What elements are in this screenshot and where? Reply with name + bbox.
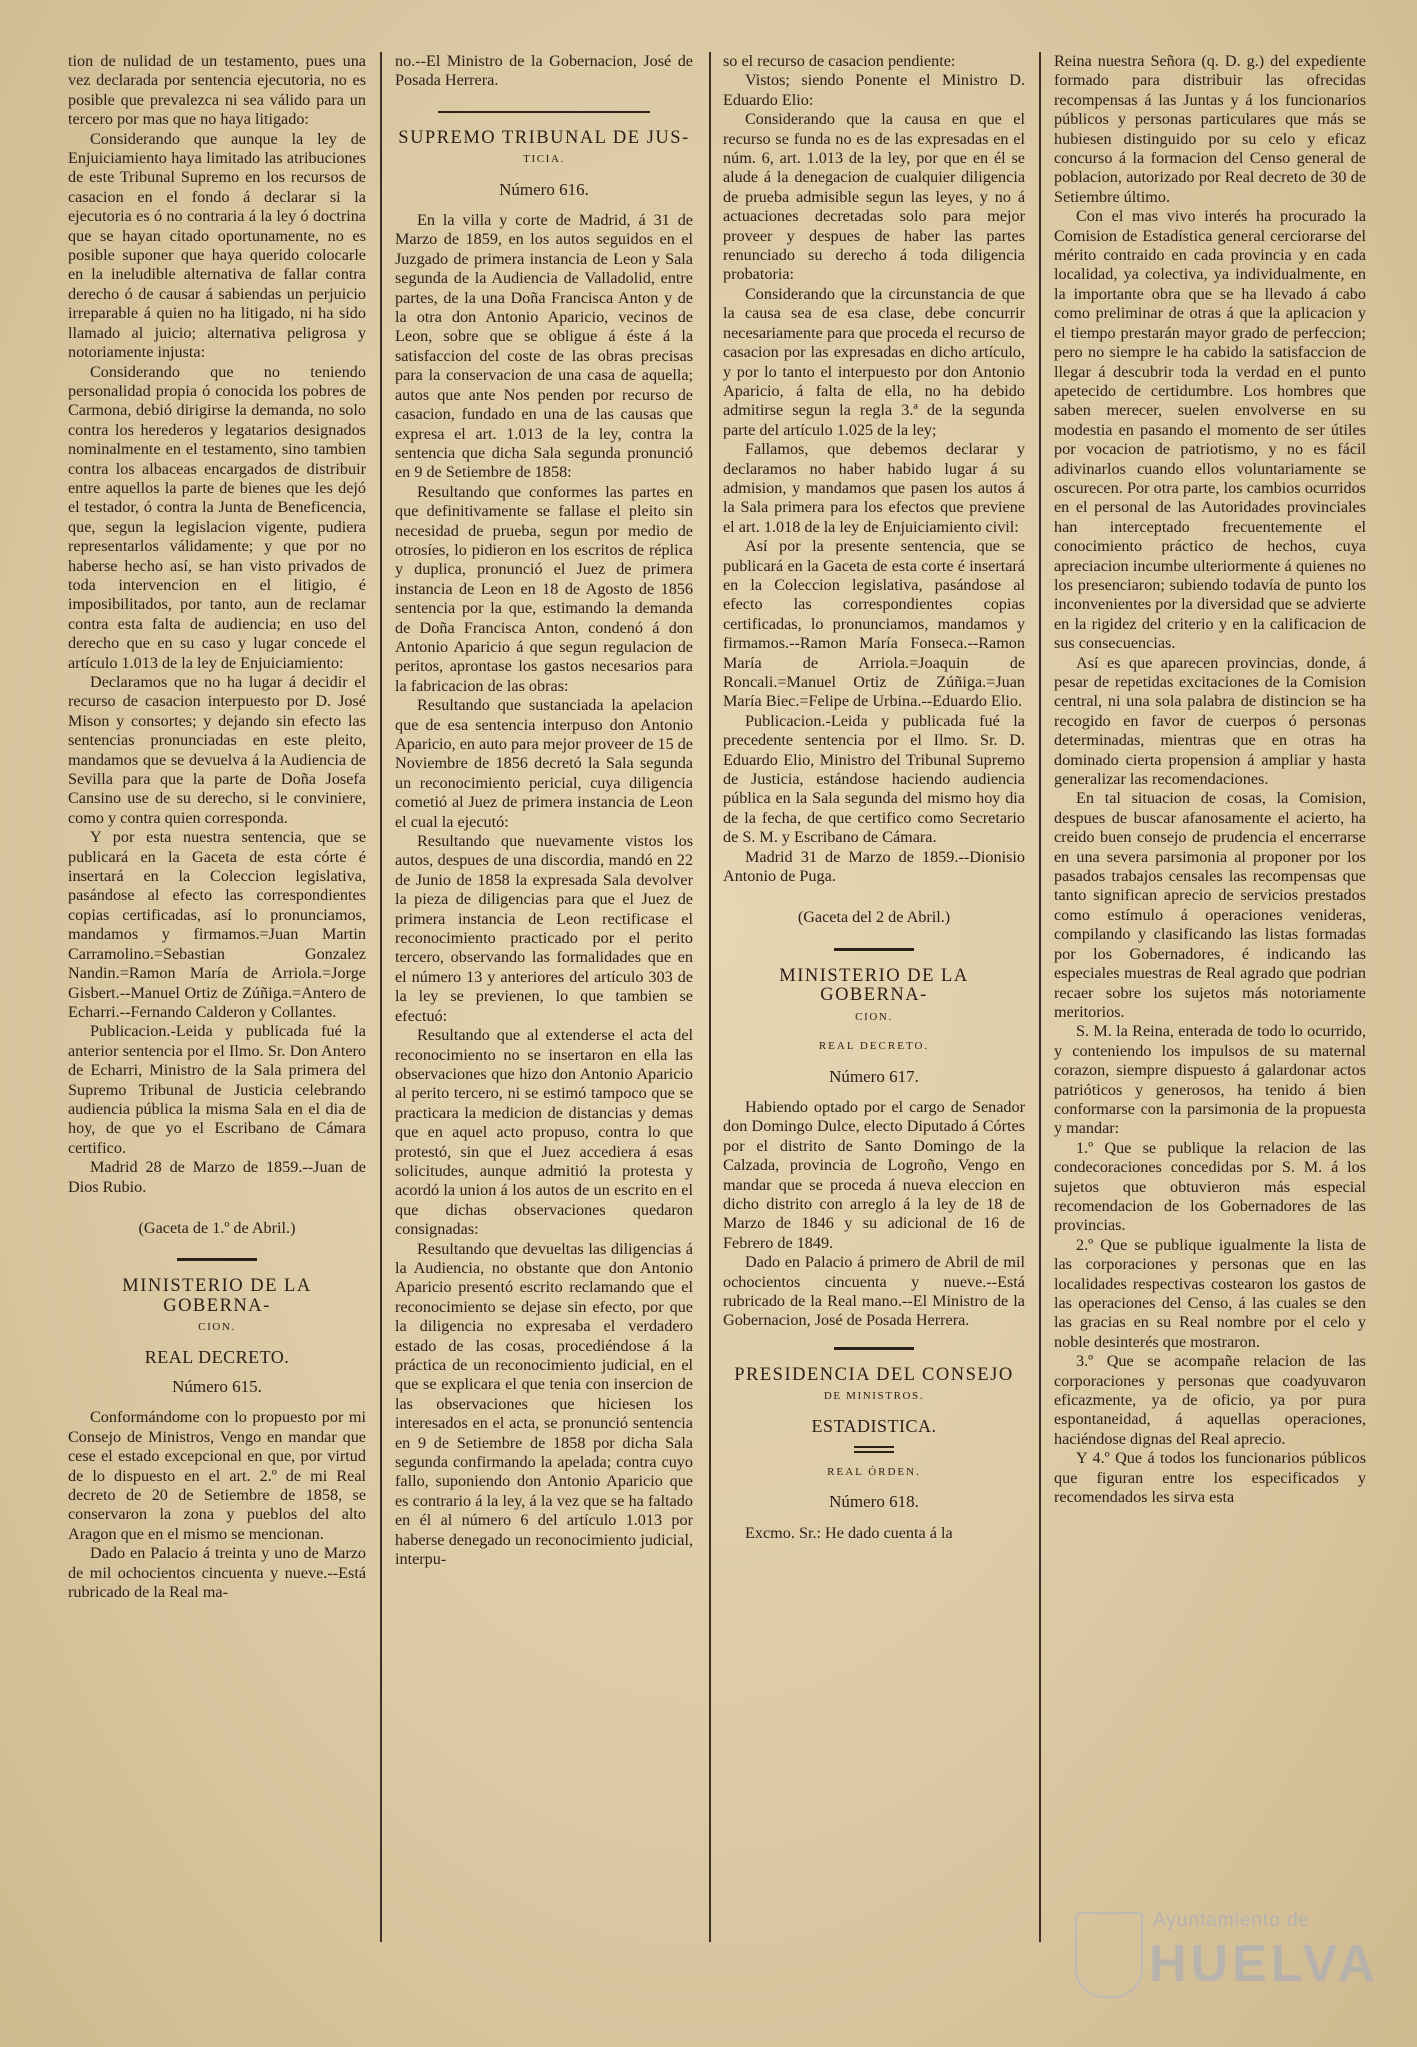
section-divider [438,111,650,113]
order-number: Número 618. [829,1492,919,1512]
gaceta-reference: (Gaceta del 2 de Abril.) [797,908,951,927]
section-heading: MINISTERIO DE LA GOBERNA- [122,1276,312,1316]
column-3 [723,52,1025,1912]
column-rule [380,52,382,1942]
paragraph: Así es que aparecen provincias, donde, á pesar de repetidas excitaciones de la Comision central, ni una sola palabra de distincion se ha recogido en favor de cuerpos ó personas determinadas, mientras que en otras ha dominado cierta propension á ampliar y hasta generalizar las recomendaciones. [1054,653,1366,789]
paragraph: Y por esta nuestra sentencia, que se publicará en la Gaceta de esta córte é insertará en la Coleccion legislativa, pasándose al efecto las correspondientes copias certificadas, así lo pronunciamos, mandamos y firmamos.=Juan Martin Carramolino.=Sebastian Gonzalez Nandin.=Ramon María de Arriola.=Jorge Gisbert.--Manuel Ortiz de Zúñiga.=Antero de Echarri.--Fernando Calderon y Collantes. [68,828,366,1021]
decree-heading: REAL DECRETO. [818,1040,930,1053]
paragraph: Considerando que la causa en que el recurso se funda no es de las expresadas en el núm. 6, art. 1.013 de la ley, por que en él se alude á la denegacion de cualquier diligencia de prueba admisible segun las leyes, y no á actuaciones decretadas solo para mejor proveer y despues de haber las partes renunciado su derecho á toda diligencia probatoria: [723,110,1025,284]
decree-number: Número 615. [172,1377,262,1396]
watermark-line-2: HUELVA [1149,1935,1380,1993]
paragraph: En tal situacion de cosas, la Comision, despues de buscar afanosamente el acierto, ha creido buen consejo de prudencia el encerrarse en una severa parsimonia al proponer por los pasados trabajos censales las recompensas que tanto significan aprecio de servicios prestados como estímulo á operaciones venideras, compilando y clasificando las listas formadas por los Gobernadores, é indicando las especiales muestras de Real agrado que podrian recaer sobre los sujetos más notoriamente meritorios. [1054,789,1366,1021]
subsection-heading: ESTADISTICA. [811,1415,937,1436]
column-4 [1054,52,1366,1912]
section-divider [177,1258,257,1261]
paragraph: 3.º Que se acompañe relacion de las corporaciones y personas que coadyuvaron eficazmente, ya de oficio, ya por pura espontaneidad, á aquellas operaciones, haciéndose dignas del Real aprecio. [1054,1352,1366,1448]
paragraph: Reina nuestra Señora (q. D. g.) del expediente formado para distribuir las ofrecidas recompensas á las Juntas y á los funcionarios públicos y personas particulares que más se hubiesen distinguido por su celo y eficaz concurso á la formacion del Censo general de poblacion, autorizado por Real decreto de 30 de Setiembre último. [1054,52,1366,206]
paragraph: Vistos; siendo Ponente el Ministro D. Eduardo Elio: [723,71,1025,109]
column-2 [395,52,693,1912]
decree-number: Número 617. [829,1066,919,1086]
paragraph: Conformándome con lo propuesto por mi Consejo de Ministros, Vengo en mandar que cese el estado excepcional en que, por virtud de lo dispuesto en el art. 2.º de mi Real decreto de 20 de Setiembre de 1858, se conservaron la zona y pueblos del alto Aragon que en el mismo se mencionan. [68,1408,366,1543]
column-rule [709,52,711,1942]
paragraph: Resultando que al extenderse el acta del reconocimiento no se insertaron en ella las observaciones que hizo don Antonio Aparicio al perito tercero, ni se estimó tampoco que se practicara la medicion de distancias y demas que en aquel acto propuso, contra lo que protestó, sin que el Juez accediera á esas solicitudes, aunque admitió la protesta y acordó la union á los autos de un escrito en el que dichas observaciones quedaron consignadas: [395,1026,693,1239]
paragraph: Resultando que sustanciada la apelacion que de esa sentencia interpuso don Antonio Aparicio, en auto para mejor proveer de 15 de Noviembre de 1856 decretó la Sala segunda un reconocimiento pericial, cuya diligencia cometió al Juez de primera instancia de Leon el cual la ejecutó: [395,696,693,831]
section-heading-sub: DE MINISTROS. [823,1390,925,1403]
section-divider [834,1347,914,1350]
paragraph: Considerando que aunque la ley de Enjuiciamiento haya limitado las atribuciones de este Tribunal Supremo en los recursos de casacion en el fondo á declarar si la ejecutoria es ó no contraria á la ley ó doctrina que se hayan citado oportunamente, no es posible suponer que haya querido colocarle en la ineludible alternativa de fallar contra derecho ó de causar á sabiendas un perjuicio irreparable á quien no ha litigado, ni ha sido llamado al juicio; alternativa peligrosa y notoriamente injusta: [68,129,366,362]
paragraph: Excmo. Sr.: He dado cuenta á la [745,1523,953,1542]
paragraph: Resultando que devueltas las diligencias á la Audiencia, no obstante que don Antonio Aparicio presentó escrito reclamando que el reconocimiento se dejase sin efecto, por que la diligencia no expresaba el verdadero estado de las cosas, procediéndose á la práctica de un reconocimiento judicial, en el que se explicara el que tenia con insercion de las observaciones que hiciesen los interesados en el acta, se pronunció sentencia en 9 de Setiembre de 1858 por dicha Sala segunda confirmando la apelada; contra cuyo fallo, suponiendo don Antonio Aparicio que es contrario á la ley, á la vez que se ha faltado en él al número 6 del artículo 1.013 por haberse denegado un reconocimiento judicial, interpu- [395,1239,693,1569]
decree-heading: REAL DECRETO. [144,1346,290,1367]
paragraph: Habiendo optado por el cargo de Senador don Domingo Dulce, electo Diputado á Córtes por el distrito de Santo Domingo de la Calzada, provincia de Logroño, Vengo en mandar que se proceda á nueva eleccion en dicho distrito con arreglo á la ley de 18 de Marzo de 1846 y su adicional de 16 de Febrero de 1849. [723,1097,1025,1252]
paragraph: Publicacion.-Leida y publicada fué la anterior sentencia por el Ilmo. Sr. Don Antero de Echarri, Ministro de la Sala primera del Supremo Tribunal de Justicia celebrando audiencia pública la misma Sala en el dia de hoy, de que yo el Escribano de Cámara certifico. [68,1022,366,1157]
paragraph: Considerando que la circunstancia de que la causa sea de esa clase, debe concurrir necesariamente para que proceda el recurso de casacion por las expresadas en dicho artículo, y por lo tanto el interpuesto por don Antonio Aparicio, á falta de ella, no ha debido admitirse segun la regla 3.ª de la segunda parte del artículo 1.025 de la ley; [723,284,1025,439]
section-heading: SUPREMO TRIBUNAL DE JUS- [398,127,690,148]
watermark-line-1: Ayuntamiento de [1153,1910,1311,1931]
paragraph: Con el mas vivo interés ha procurado la Comision de Estadística general cerciorarse del mérito contraido en cada provincia y en cada localidad, ya colectiva, ya individualmente, en la importante obra que se ha llevado á cabo como preliminar de otras á que la aplicacion y el tiempo prestarán mayor grado de perfeccion; pero no siempre le ha cabido la satisfaccion de llegar á descubrir toda la verdad en el punto apetecido de certidumbre. Los hombres que saben merecer, suelen envolverse en su modestia en pasando el momento de ser útiles por vocacion de patriotismo, y no es fácil adivinarlos cuando ellos voluntariamente se oscurecen. Por otra parte, los cambios ocurridos en el personal de las Autoridades provinciales han interceptado frecuentemente el conocimiento práctico de hechos, cuya apreciacion incumbe ulteriormente á quienes no los presenciaron; subiendo todavía de punto los inconvenientes por la diversidad que se advierte en la rigidez del criterio y en la calificacion de sus consecuencias. [1054,207,1366,653]
gaceta-reference: (Gaceta de 1.º de Abril.) [138,1218,296,1237]
shield-icon [1075,1912,1143,1998]
paragraph: S. M. la Reina, enterada de todo lo ocurrido, y conteniendo los impulsos de su maternal corazon, siempre dispuesto á galardonar actos patrióticos y generosos, ha tenido á bien conformarse con la parsimonia de la propuesta y mandar: [1054,1022,1366,1138]
paragraph: 2.º Que se publique igualmente la lista de las corporaciones y personas que en las localidades respectivas costearon los gastos de las operaciones del Censo, á las cuales se den las gracias en su Real nombre por el celo y noble desinterés que mostraron. [1054,1235,1366,1351]
order-heading: REAL ÓRDEN. [827,1466,921,1478]
paragraph: Considerando que no teniendo personalidad propia ó conocida los pobres de Carmona, debió dirigirse la demanda, no solo contra los herederos y legatarios designados nominalmente en el testamento, sino tambien contra los albaceas encargados de distribuir entre aquellos la parte de bienes que les dejó el testador, ó contra la Junta de Beneficencia, que, segun la legislacion vigente, pudiera representarlos válidamente; y que por no haberse hecho así, se han visto privados de toda intervencion en el litigio, é imposibilitados, por tanto, aun de reclamar contra esta falta de audiencia; en uso del derecho que en su caso y lugar concede el artículo 1.013 de la ley de Enjuiciamiento: [68,362,366,672]
paragraph: Dado en Palacio á treinta y uno de Marzo de mil ochocientos cincuenta y nueve.--Está rubricado de la Real ma- [68,1544,366,1602]
section-heading: MINISTERIO DE LA GOBERNA- [779,965,969,1006]
watermark-logo [1075,1898,1380,2028]
paragraph: tion de nulidad de un testamento, pues una vez declarada por sentencia ejecutoria, no es posible que prevalezca ni sea válido para un tercero por mas que no haya litigado: [68,52,366,129]
paragraph: 1.º Que se publique la relacion de las condecoraciones concedidas por S. M. á los sujetos que obtuvieron más especial recomendacion de los Gobernadores de las provincias. [1054,1138,1366,1235]
column-1 [68,52,366,1912]
paragraph: Y 4.º Que á todos los funcionarios públicos que figuran entre los especificados y recomendados les sirva esta [1054,1449,1366,1507]
column-rule [1039,52,1041,1942]
section-heading-sub: CION. [855,1010,893,1023]
paragraph: En la villa y corte de Madrid, á 31 de Marzo de 1859, en los autos seguidos en el Juzgado de primera instancia de Leon y Sala segunda de la Audiencia de Valladolid, entre partes, de la una Doña Francisca Anton y de la otra don Antonio Aparicio, vecinos de Leon, sobre que se obligue á éste á la satisfaccion del coste de las obras precisas para la conservacion de una casa de aquella; autos que ante Nos penden por recurso de casacion, fundado en una de las causas que expresa el art. 1.013 de la ley, contra la sentencia que dicha Sala segunda pronunció en 9 de Setiembre de 1858: [395,211,693,482]
paragraph: Así por la presente sentencia, que se publicará en la Gaceta de esta corte é insertará en la Coleccion legislativa, pasándose al efecto las correspondientes copias certificadas, lo pronunciamos, mandamos y firmamos.--Ramon María Fonseca.--Ramon María de Arriola.=Joaquin de Roncali.=Manuel Ortiz de Zúñiga.=Juan María Biec.=Felipe de Urbina.--Eduardo Elio. [723,537,1025,711]
paragraph: no.--El Ministro de la Gobernacion, José de Posada Herrera. [395,52,693,90]
section-divider [834,948,914,951]
signature-line: Madrid 31 de Marzo de 1859.--Dionisio Antonio de Puga. [723,847,1025,886]
sentence-number: Número 616. [499,179,589,199]
paragraph: Publicacion.-Leida y publicada fué la precedente sentencia por el Ilmo. Sr. D. Eduardo Elio, Ministro del Tribunal Supremo de Justicia, estándose haciendo audiencia pública en la Sala segunda del mismo hoy dia de la fecha, de que certifico como Secretario de S. M. y Escribano de Cámara. [723,711,1025,847]
section-heading: PRESIDENCIA DEL CONSEJO [734,1364,1014,1385]
paragraph: Resultando que conformes las partes en que definitivamente se fallase el pleito sin necesidad de prueba, segun por medio de otrosíes, lo pidieron en los escritos de réplica y duplica, pronunció el Juez de primera instancia de Leon en 18 de Agosto de 1856 sentencia por la que, estimando la demanda de Doña Francisca Anton, condenó á don Antonio Aparicio á que segun regulacion de peritos, aprontase los gastos necesarios para la fabricacion de las obras: [395,482,693,695]
section-heading-sub: TICIA. [523,153,565,166]
paragraph: Fallamos, que debemos declarar y declaramos no haber habido lugar á su admision, y mandamos que pasen los autos á la Sala primera para los efectos que previene el art. 1.018 de la ley de Enjuiciamiento civil: [723,440,1025,536]
double-rule [854,1446,894,1453]
paragraph: Declaramos que no ha lugar á decidir el recurso de casacion interpuesto por D. José Mison y consortes; y dejando sin efecto las sentencias pronunciadas en este pleito, mandamos que se devuelva á la Audiencia de Sevilla para que la parte de Doña Josefa Cansino use de su derecho, si le conviniere, como y contra quien corresponda. [68,673,366,827]
paragraph: so el recurso de casacion pendiente: [723,52,956,70]
paragraph: Resultando que nuevamente vistos los autos, despues de una discordia, mandó en 22 de Junio de 1858 la expresada Sala devolver la pieza de diligencias para que el Juez de primera instancia de Leon rectificase el reconocimiento practicado por el perito tercero, observando las formalidades que en el número 13 y anteriores del artículo 303 de la ley se previenen, lo que tambien se efectuó: [395,832,693,1025]
signature-line: Madrid 28 de Marzo de 1859.--Juan de Dios Rubio. [68,1158,366,1196]
paragraph: Dado en Palacio á primero de Abril de mil ochocientos cincuenta y nueve.--Está rubricado de la Real mano.--El Ministro de la Gobernacion, José de Posada Herrera. [723,1253,1025,1330]
section-heading-sub: CION. [198,1321,236,1334]
